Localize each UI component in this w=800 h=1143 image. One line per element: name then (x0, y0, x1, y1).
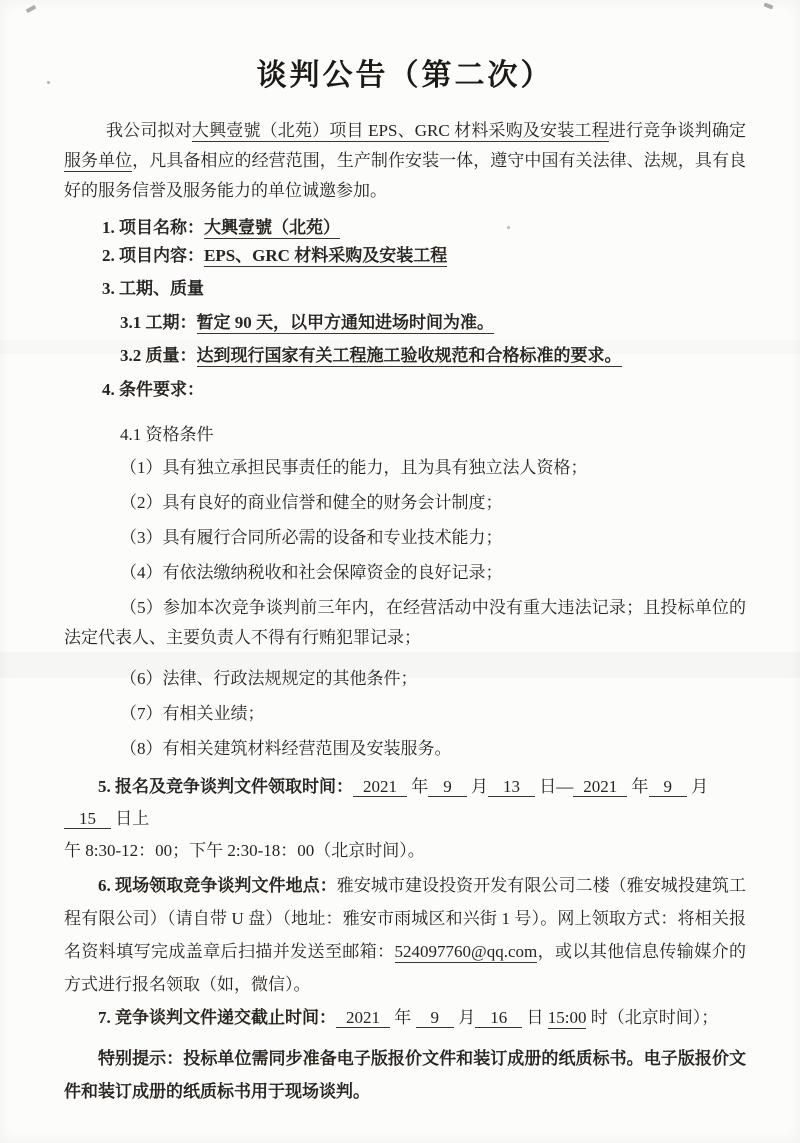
pickup-end-month: 9 (649, 777, 688, 797)
onsite-location-label: 6. 现场领取竞争谈判文件地点： (98, 876, 337, 895)
deadline-day: 16 (475, 1008, 522, 1028)
duration-quality-label: 3. 工期、质量 (102, 279, 204, 298)
pickup-end-year: 2021 (573, 777, 627, 797)
pickup-hours: 午 8:30-12：00；下午 2:30-18：00（北京时间）。 (64, 841, 425, 860)
month-char: 月 (687, 777, 709, 796)
deadline-year: 2021 (336, 1008, 390, 1028)
item-project-content-value: EPS、GRC 材料采购及安装工程 (204, 246, 448, 265)
item-project-name (102, 214, 746, 241)
item-project-name-label: 1. 项目名称： (102, 218, 204, 237)
qualification-subheading (120, 421, 746, 448)
pickup-start-year: 2021 (353, 777, 407, 797)
condition-item: （5）参加本次竞争谈判前三年内，在经营活动中没有重大违法记录；且投标单位的法定代表人、主要负责人不得有行贿犯罪记录； (64, 598, 746, 647)
scan-artifact (47, 81, 50, 84)
service-unit-underline: 服务单位 (64, 151, 133, 170)
condition-item: （8）有相关建筑材料经营范围及安装服务。 (120, 739, 452, 758)
deadline-label: 7. 竞争谈判文件递交截止时间： (98, 1008, 336, 1027)
day-char: 日 (522, 1008, 548, 1027)
item-quality-label: 3.2 质量： (120, 346, 197, 365)
item-project-content-label: 2. 项目内容： (102, 246, 204, 265)
intro-paragraph (64, 116, 746, 206)
onsite-location-body: 雅安城市建设投资开发有限公司二楼（雅安城投建筑工程有限公司）（请自带 U 盘）（地址：雅安市雨城区和兴街 1 号）。网上领取方式：将相关报名资料填写完成盖章后扫描并发送至邮箱： (64, 876, 747, 961)
pickup-start-month: 9 (428, 777, 467, 797)
item-quality-value: 达到现行国家有关工程施工验收规范和合格标准的要求。 (196, 346, 622, 365)
day-char: 日上 (111, 809, 150, 828)
item-duration (120, 309, 746, 336)
registration-time-label: 5. 报名及竞争谈判文件领取时间： (98, 777, 353, 796)
item-duration-value: 暂定 90 天，以甲方通知进场时间为准。 (196, 313, 494, 332)
project-works-underline: 大興壹號（北苑）项目 EPS、GRC 材料采购及安装工程 (191, 121, 609, 140)
month-char: 月 (454, 1008, 476, 1027)
intro-text-1: 我公司拟对 (106, 121, 192, 140)
intro-text-2: 进行竞争谈判确定 (608, 121, 747, 140)
condition-item: （1）具有独立承担民事责任的能力，且为具有独立法人资格； (120, 458, 588, 477)
qualification-label: 4.1 资格条件 (120, 425, 214, 444)
item-duration-quality-heading (102, 275, 746, 302)
special-note-text: 投标单位需同步准备电子版报价文件和装订成册的纸质标书。电子版报价文件和装订成册的纸质标书用于现场谈判。 (64, 1049, 747, 1101)
special-note-label: 特别提示： (98, 1049, 184, 1068)
registration-time-section (64, 771, 746, 867)
item-project-name-value: 大興壹號（北苑） (204, 218, 340, 237)
condition-item: （6）法律、行政法规规定的其他条件； (120, 669, 418, 688)
deadline-tail: 时（北京时间）； (586, 1008, 719, 1027)
condition-item: （2）具有良好的商业信誉和健全的财务会计制度； (120, 493, 503, 512)
conditions-label: 4. 条件要求： (102, 380, 204, 399)
deadline-section (64, 1001, 746, 1034)
deadline-month: 9 (416, 1008, 455, 1028)
condition-item: （4）有依法缴纳税收和社会保障资金的良好记录； (120, 563, 503, 582)
item-conditions-heading (102, 376, 746, 403)
condition-item: （3）具有履行合同所必需的设备和专业技术能力； (120, 528, 503, 547)
month-char: 月 (466, 777, 488, 796)
year-char: 年 (627, 777, 649, 796)
scan-artifact (507, 226, 510, 229)
page-title: 谈判公告（第二次） (256, 59, 554, 92)
special-note (64, 1042, 746, 1108)
item-project-content (102, 242, 746, 269)
scan-artifact (26, 5, 37, 13)
pickup-start-day: 13 (488, 777, 535, 797)
condition-item: （7）有相关业绩； (120, 704, 265, 723)
onsite-location-section (64, 869, 746, 1001)
day-dash: 日— (535, 777, 574, 796)
item-duration-label: 3.1 工期： (120, 313, 197, 332)
scan-band (0, 652, 800, 678)
deadline-time: 15:00 (547, 1008, 587, 1027)
scan-artifact (764, 3, 774, 10)
scan-band (0, 340, 800, 354)
pickup-end-day: 15 (64, 809, 111, 829)
onsite-location-body-2: ，或以其他信息传输媒介的方式进行报名领取（如，微信）。 (64, 942, 747, 994)
year-char: 年 (390, 1008, 416, 1027)
intro-text-3: ，凡具备相应的经营范围，生产制作安装一体，遵守中国有关法律、法规，具有良好的服务信誉及服务能力的单位诚邀参加。 (64, 151, 747, 200)
email-address: 524097760@qq.com (394, 942, 538, 961)
year-char: 年 (407, 777, 429, 796)
